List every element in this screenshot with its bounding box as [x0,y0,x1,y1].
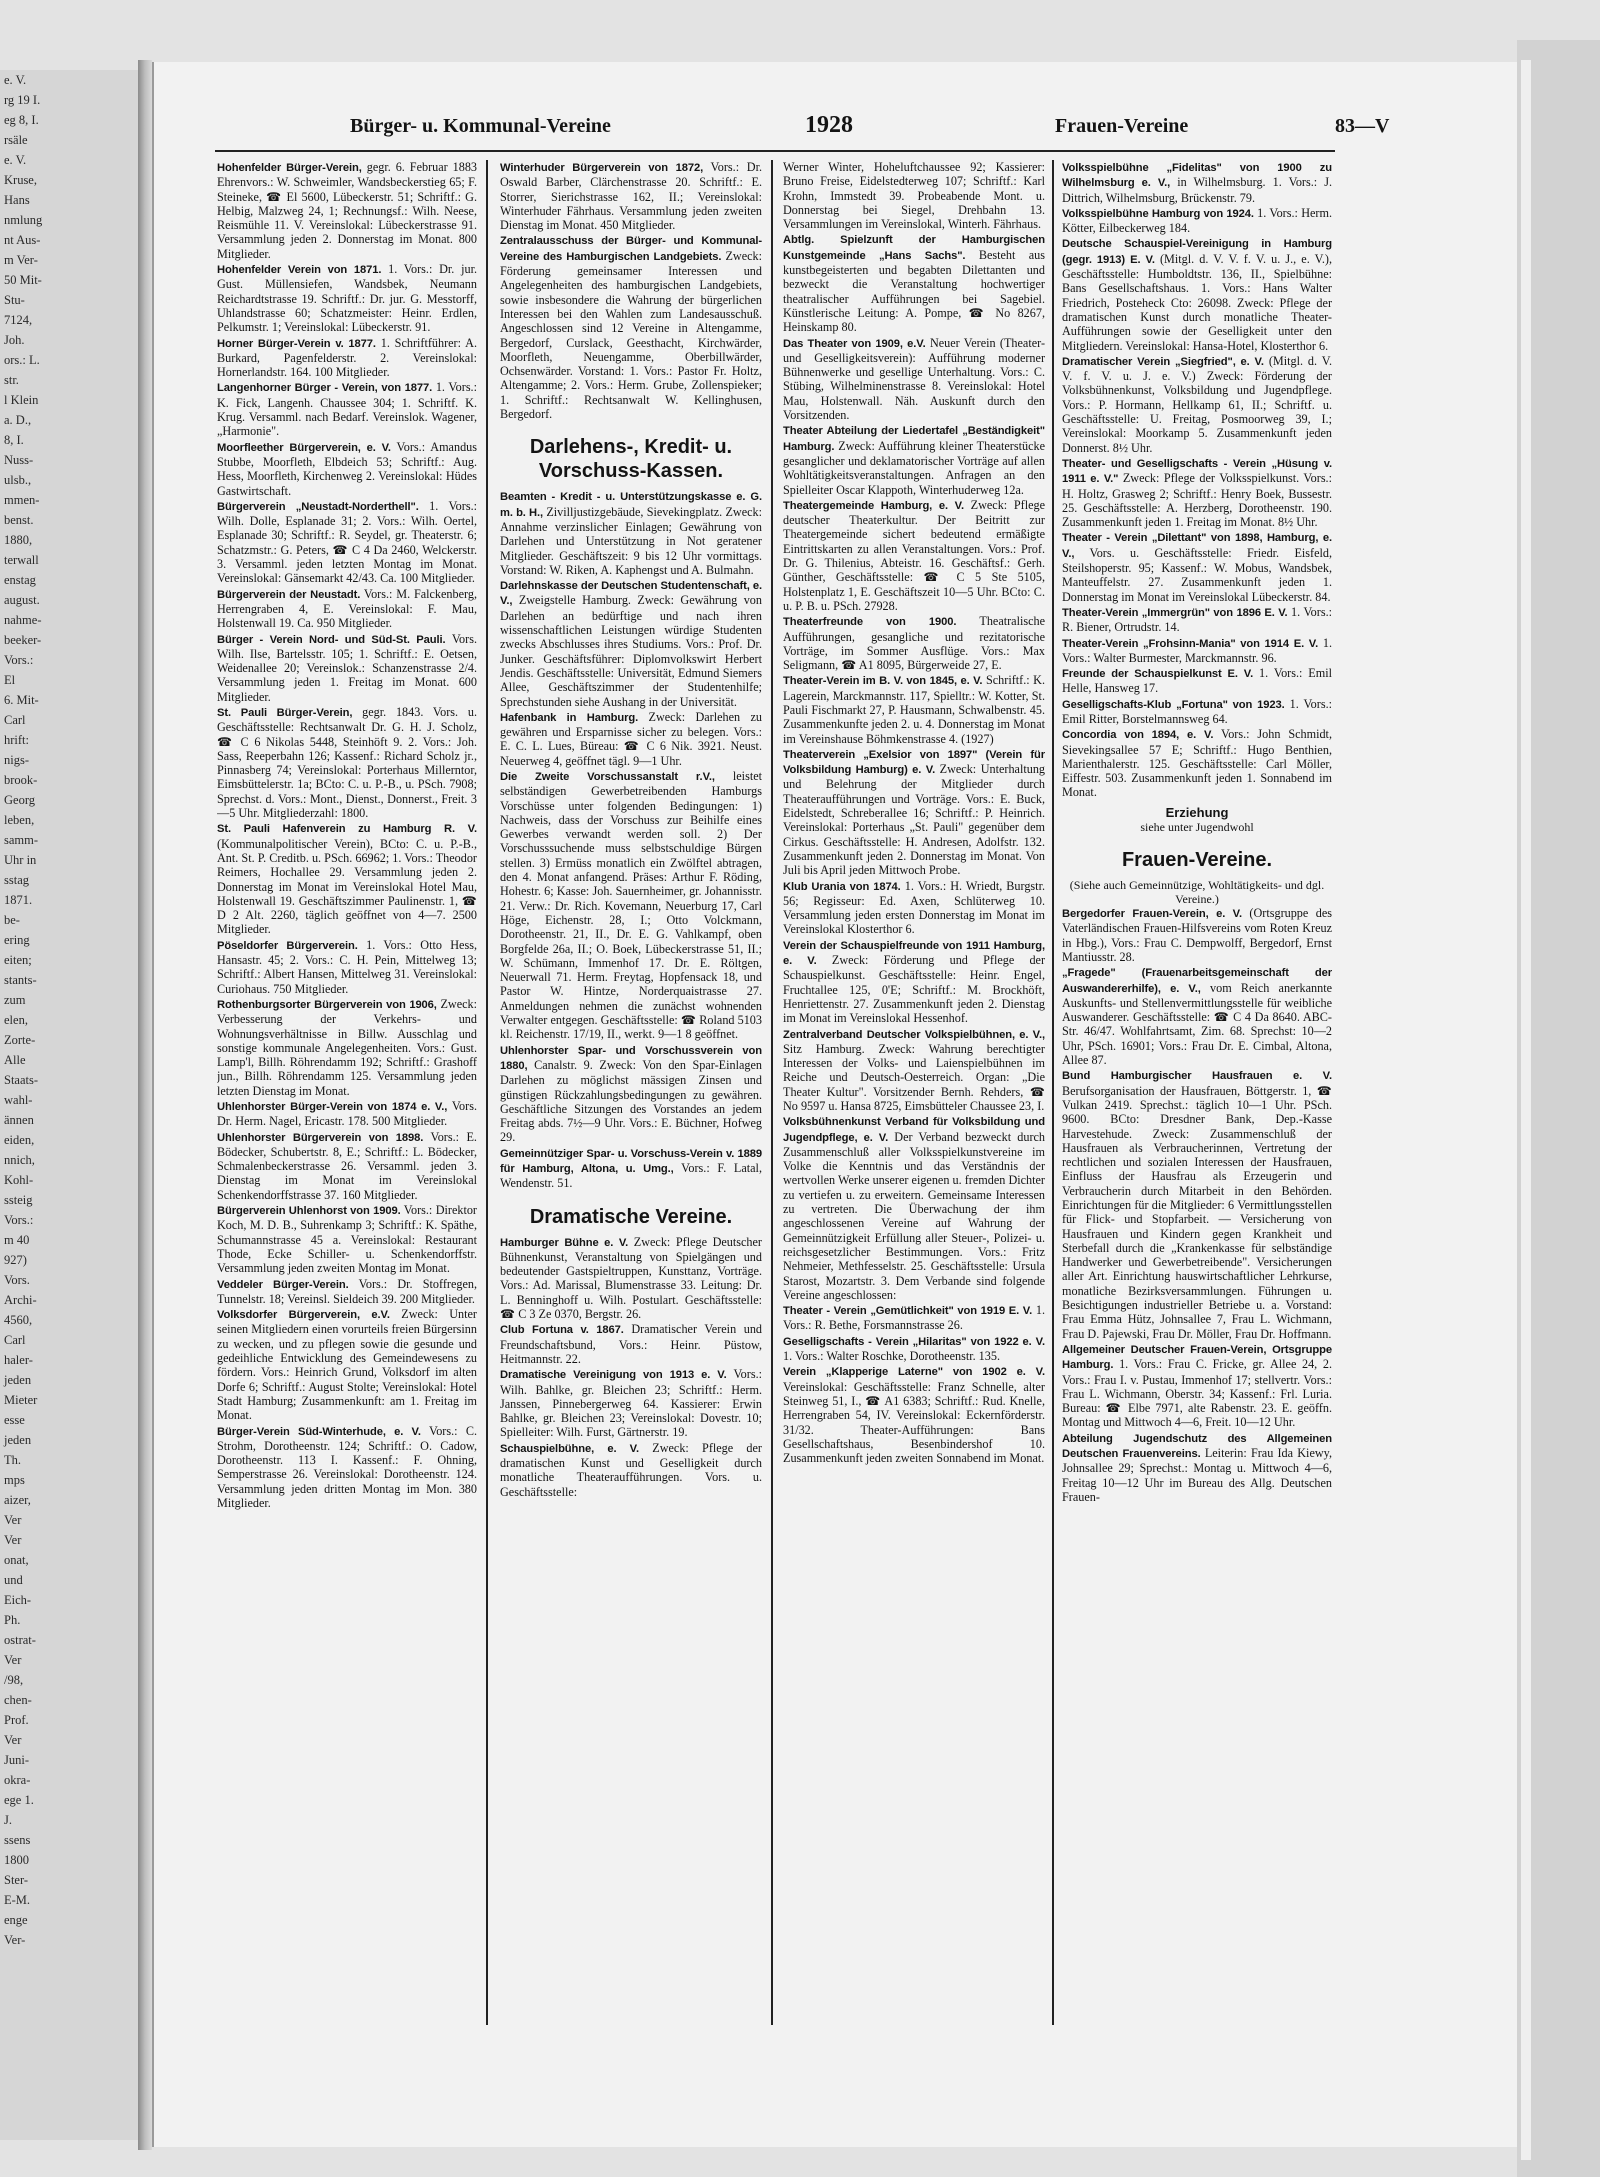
left-fragment-line: Kohl- [4,1173,34,1187]
directory-entry [783,614,1045,672]
entry-title: Allgemeiner Deutscher Frauen-Verein, Ortsgruppe Hamburg. [1062,1343,1332,1372]
entry-body: (Ortsgruppe des Vaterländischen Frauen-Hilfsvereins vom Roten Kreuz in Hbg.), Vors.: Frau C. Dempwolff, Bergedorf, Ernst Mantiusstr. 28. [1062,906,1332,964]
directory-entry [1062,456,1332,529]
directory-entry [217,705,477,820]
left-fragment-line: Kruse, [4,173,37,187]
left-fragment-line: str. [4,373,19,387]
left-fragment-line: nt Aus- [4,233,41,247]
left-fragment-line: Ver [4,1733,22,1747]
text-column-3 [783,160,1045,2025]
header-page-number: 83—V [1335,115,1390,137]
left-fragment-line: 1800 [4,1853,29,1867]
directory-entry [217,632,477,704]
entry-title: Freunde der Schauspielkunst E. V. [1062,668,1254,681]
entry-body: Sitz Hamburg. Zweck: Wahrung berechtigter Interessen der Volks- und Laienspielbühnen im Reiche und Deutsch-Oesterreich. Organ: „Die Theater Kultur". Vorsitzender Bernh. Rehders, ☎ No 9597 u. Hansa 8725, Eimsbütteler Chaussee 23, I. [783,1041,1045,1113]
entry-body: Schriftf.: K. Lagerein, Marckmannstr. 117, Spielltr.: W. Kotter, St. Pauli Fischmarkt 27, P. Hausmann, Schwalbenstr. 45. Zusammenkunfte jeden 2. u. 4. Donnerstag im Monat im Vereinshause Böhmkenstrasse 4. (1927) [783,673,1045,746]
directory-entry [500,1367,762,1439]
entry-title: Rothenburgsorter Bürgerverein von 1906, [217,998,437,1011]
left-fragment-line: Stu- [4,293,25,307]
entry-body: 1. Vors.: Emil Ritter, Borstelmannsweg 64. [1062,696,1332,726]
entry-body: 1. Vors.: Wilh. Dolle, Esplanade 31; 2. Vors.: Wilh. Oertel, Esplanade 30; Schriftf.: R. Seydel, gr. Theaterstr. 6; Schatzmstr.: G. Peters, ☎ C 4 Da 2460, Welckerstr. 3. Versamml. jeden letzten Montag im Monat. Vereinslokal: Gänsemarkt 42/43. Ca. 100 Mitglieder. [217,498,477,586]
left-fragment-line: Carl [4,1333,26,1347]
left-fragment-line: und [4,1573,23,1587]
directory-entry [783,1303,1045,1333]
entry-body: Zivilljustizgebäude, Sievekingplatz. Zweck: Annahme verzinslicher Einlagen; Gewährung von Darlehen und Unterstützung in Not geratener Mitglieder. Geschäftszeit: 9 bis 12 Uhr vormittags. Vorstand: W. Riken, A. Kaphengst und A. Bulmahn. [500,504,762,577]
entry-title: Abteilung Jugendschutz des Allgemeinen Deutschen Frauenvereins. [1062,1432,1332,1461]
left-fragment-line: rg 19 I. [4,93,41,107]
left-fragment-line: stants- [4,973,37,987]
entry-body: (Kommunalpolitischer Verein), BCto: C. u. P.-B., Ant. St. P. Creditb. u. PSch. 66962; 1. Vors.: Theodor Reimers, Hochallee 29. Versammlung jeden 2. Donnerstag im Monat im Vereinslokal Hotel Mau, Holstenwall 19. Geschäftszimmer Paulinenstr. 1, ☎ D 2 Alt. 2260, täglich geöffnet von 4—7. 2500 Mitglieder. [217,836,477,937]
directory-entry [500,233,762,421]
directory-entry [217,1277,477,1307]
left-fragment-line: /98, [4,1673,24,1687]
directory-entry [1062,236,1332,352]
entry-body: 1. Vors.: K. Fick, Langenh. Chaussee 304; 1. Schriftf. K. Krug. Versamml. nach Bedarf. Vereinslok. Wagener, „Harmonie". [217,380,477,439]
directory-entry [1062,530,1332,603]
left-fragment-line: ors.: L. [4,353,40,367]
header-year: 1928 [805,112,853,138]
entry-title: Bergedorfer Frauen-Verein, e. V. [1062,908,1242,921]
left-fragment-line: Nuss- [4,453,34,467]
left-fragment-line: haler- [4,1353,33,1367]
directory-entry [783,938,1045,1026]
section-heading: Dramatische Vereine. [529,1205,733,1228]
directory-entry [217,587,477,631]
left-fragment-line: 1880, [4,533,33,547]
entry-title: Moorfleether Bürgerverein, e. V. [217,441,391,454]
entry-body: Vors.: John Schmidt, Sievekingsallee 57 E; Schriftf.: Hugo Benthien, Marienthalerstr. 125. Geschäftsstelle: Carl Möller, Eiffestr. 503. Zusammenkunft jeden 1. Sonnabend im Monat. [1062,727,1332,800]
left-fragment-line: m 40 [4,1233,30,1247]
entry-body: 1. Vors.: Walter Burmester, Marckmannstr. 96. [1062,635,1332,665]
left-fragment-line: 4560, [4,1313,33,1327]
directory-entry [783,1027,1045,1114]
directory-entry [217,336,477,380]
directory-entry [500,489,762,577]
left-fragment-line: ssteig [4,1193,33,1207]
directory-entry [217,1130,477,1202]
left-fragment-line: benst. [4,513,34,527]
left-fragment-line: sstag [4,873,29,887]
left-fragment-line: 1871. [4,893,33,907]
entry-body: (Mitgl. d. V. V. f. V. u. J., e. V.), Geschäftsstelle: Humboldtstr. 136, II., Spielbühne: Bans Gesellschaftshaus. 1. Vors.: Hans Walter Friedrich, Posteheck Cto: 26098. Zweck: Pflege der dramatischen Kunst durch monatliche Theater-Aufführungen sowie der Geselligkeit unter den Mitgliedern. Vereinslokal: Hansa-Hotel, Klosterthor 6. [1062,251,1332,353]
entry-body: Vors.: E. Bödecker, Schubertstr. 8, E.; Schriftf.: L. Bödecker, Schmalenbeckerstrasse 26. Versamml. jeden 3. Dienstag im Monat im Vereinslokal Schenkendorffstrasse 37. 160 Mitglieder. [217,1129,477,1202]
left-fragment-line: enge [4,1913,28,1927]
entry-title: Beamten - Kredit - u. Unterstützungskasse e. G. m. b. H., [500,491,762,519]
left-fragment-line: 8, I. [4,433,24,447]
entry-body: Vors.: Amandus Stubbe, Moorfleth, Elbdeich 53; Schriftf.: Aug. Hess, Moorfleth, Kirchenweg 2. Vereinslokal: Hüdes Gastwirtschaft. [217,439,477,498]
entry-title: Theater - Verein „Gemütlichkeit" von 1919 E. V. [783,1305,1033,1318]
entry-title: Theater - Verein „Dilettant" von 1898, Hamburg, e. V., [1062,532,1332,560]
left-fragment-line: wahl- [4,1093,33,1107]
entry-title: Hohenfelder Verein von 1871. [217,264,382,277]
column-divider-3 [1052,160,1054,2025]
entry-body: 1. Vors.: Walter Roschke, Dorotheenstr. 135. [783,1349,1001,1364]
entry-title: Bürger-Verein Süd-Winterhude, e. V. [217,1425,421,1438]
entry-body: Zweck: Darlehen zu gewähren und Ersparnisse sicher zu belegen. Vors.: E. C. L. Lues, Büreau: ☎ C 6 Nik. 3921. Neust. Neuerweg 4, geöffnet tägl. 9—1 Uhr. [500,709,762,768]
entry-body: Zweck: Förderung gemeinsamer Interessen und Angelegenheiten des hamburgischen Landgebiets, sowie insbesondere die Wahrung der bürgerlichen Interessen bei den Wahlen zum Landesausschuß. Angeschlossen sind 12 Vereine in Altengamme, Bergedorf, Curslack, Geesthacht, Kirchwärder, Moorfleth, Neuengamme, Oberbillwärder, Ochsenwärder. Vorstand: 1. Vors.: Pastor Fr. Holtz, Altengamme; 2. Vors.: Herm. Grube, Zollenspieker; 1. Schriftf.: Rechtsanwalt W. Kellinghusen, Bergedorf. [500,248,762,422]
left-fragment-line: J. [4,1813,12,1827]
text-column-1 [217,160,477,2025]
left-fragment-line: ulsb., [4,473,32,487]
entry-title: Hohenfelder Bürger-Verein, [217,162,362,174]
entry-title: Geselligschafts - Verein „Hilaritas" von 1922 e. V. [783,1335,1045,1348]
entry-body: Theatralische Aufführungen, gesangliche und rezitatorische Vorträge, im Sommer Ausflüge. Vors.: Max Seligmann, ☎ A1 8095, Bürgerweide 27, E. [783,614,1045,673]
entry-body: in Wilhelmsburg. 1. Vors.: J. Dittrich, Wilhelmsburg, Brückenstr. 79. [1062,175,1332,205]
entry-body: Werner Winter, Hoheluftchaussee 92; Kassierer: Bruno Freise, Eidelstedterweg 107; Schriftf.: Karl Krohn, Immstedt 39. Probeabende Mont. u. Donnerstag bei Siegel, Drehbahn 13. Versammlungen im Vereinslokal, Winterh. Fährhaus. [783,160,1045,232]
left-fragment-line: brook- [4,773,38,787]
entry-body: 1. Vors.: Emil Helle, Hansweg 17. [1062,666,1332,696]
entry-title: Theatergemeinde Hamburg, e. V. [783,499,964,512]
left-fragment-line: Archi- [4,1293,37,1307]
entry-body: Vors. Dr. Herm. Nagel, Ericastr. 178. 500 Mitglieder. [217,1099,477,1129]
entry-title: Darlehnskasse der Deutschen Studentenschaft, e. V., [500,580,762,608]
directory-entry [783,160,1045,231]
directory-entry [783,232,1045,334]
directory-entry [783,673,1045,745]
entry-title: Pöseldorfer Bürgerverein. [217,939,358,952]
section-heading: Darlehens-, Kredit- u. Vorschuss-Kassen. [529,436,733,483]
directory-entry [217,380,477,438]
entry-body: Vors.: Direktor Koch, M. D. B., Suhrenkamp 3; Schriftf.: K. Späthe, Schumannstrasse 45 a. Vereinslokal: Restaurant Thode, Ecke Schiller- u. Schenkendorffstr. Versammlung jeden zweiten Montag im Monat. [217,1203,477,1276]
entry-body: Zweck: Verbesserung der Verkehrs- und Wohnungsverhältnisse in Billw. Ausschlag und sonstige kommunale Angelegenheiten. Vors.: Gust. Lamp'l, Billh. Röhrendamm 192; Schriftf.: Grashoff jun., Billh. Röhrendamm 125. Versammlung jeden letzten Dienstag im Monat. [217,996,477,1098]
entry-title: Abtlg. Spielzunft der Hamburgischen Kunstgemeinde „Hans Sachs". [783,234,1045,262]
left-fragment-line: 7124, [4,313,33,327]
column-divider-1 [486,160,488,2025]
left-fragment-line: nahme- [4,613,42,627]
left-fragment-line: august. [4,593,40,607]
directory-entry [217,997,477,1098]
left-fragment-line: Ster- [4,1873,29,1887]
left-fragment-line: eiten; [4,953,32,967]
header-rule [215,150,1335,152]
entry-title: Das Theater von 1909, e.V. [783,337,926,350]
directory-entry [500,578,762,709]
left-fragment-line: l Klein [4,393,39,407]
column-divider-2 [771,160,773,2025]
left-fragment-line: onat, [4,1553,29,1567]
directory-entry [500,160,762,232]
left-fragment-line: Uhr in [4,853,37,867]
header-section-right: Frauen-Vereine [1055,115,1189,137]
left-fragment-line: Vors.: [4,1213,34,1227]
left-fragment-line: mps [4,1473,25,1487]
entry-title: Volksbühnenkunst Verband für Volksbildung und Jugendpflege, e. V. [783,1116,1045,1144]
left-page-fragment [0,70,138,2140]
entry-title: Uhlenhorster Bürger-Verein von 1874 e. V., [217,1101,448,1113]
left-fragment-line: Georg [4,793,36,807]
directory-entry [783,498,1045,613]
entry-body: Zweck: Unterhaltung und Belehrung der Mitglieder durch Theateraufführungen und Vorträge. Vors.: E. Buck, Eidelstedt, Schreberallee 16; Schriftf.: P. Heinrich. Vereinslokal: Porterhaus „St. Pauli" gegenüber dem Cirkus. Geschäftsstelle: H. Andresen, Adolfstr. 132. Zusammenkunft jeden 2. Donnerstag im Monat. Von Juli bis April jeden Mittwoch Probe. [783,762,1045,878]
entry-body: Vors.: F. Latal, Wendenstr. 51. [500,1161,762,1191]
entry-body: Zweck: Aufführung kleiner Theaterstücke gesanglicher und deklamatorischer Vorträge auf allen Wohltätigkeitsveranstaltungen. Anfragen an den Spielleiter Oscar Klappoth, Winterhuderweg 12a. [783,438,1045,497]
text-column-2 [500,160,762,2025]
header-section-left: Bürger- u. Kommunal-Vereine [350,115,611,137]
directory-entry [500,1322,762,1366]
entry-body: Zweck: Unter seinen Mitgliedern einen vorurteils freien Bürgersinn zu wecken, und zu pflegen sowie die gesunde und gedeihliche Entwicklung des Gemeindewesens zu fördern. Vors.: Heinrich Grund, Volksdorf im alten Dorfe 6; Schriftf.: August Stolte; Vereinslokal: Hotel Stadt Hamburg; Zusammenkunft: am 1. Freitag im Monat. [217,1307,477,1423]
entry-title: St. Pauli Hafenverein zu Hamburg R. V. [217,823,477,836]
cross-reference-note: siehe unter Jugendwohl [1140,820,1254,835]
directory-entry [783,747,1045,878]
entry-title: Theater-Verein „Frohsinn-Mania" von 1914 E. V. [1062,637,1319,650]
entry-title: Horner Bürger-Verein v. 1877. [217,337,376,350]
directory-entry [500,1146,762,1191]
entry-body: Vors. Wilh. Ilse, Bartelsstr. 105; 1. Schriftf.: E. Oetsen, Weidenallee 20; Vereinslok.: Schanzenstrasse 2/4. Versammlung jeden 1. Freitag im Monat. 600 Mitglieder. [217,631,477,704]
left-fragment-line: Ver [4,1653,22,1667]
left-fragment-line: hrift: [4,733,29,747]
left-fragment-line: El [4,673,16,687]
left-fragment-line: Joh. [4,333,25,347]
entry-title: Uhlenhorster Spar- und Vorschussverein von 1880, [500,1044,762,1072]
entry-title: Zentralverband Deutscher Volkspielbühnen, e. V., [783,1028,1045,1041]
left-fragment-line: ege 1. [4,1793,34,1807]
left-fragment-line: 6. Mit- [4,693,39,707]
entry-body: Besteht aus kunstbegeisterten und begabten Dilettanten und bezweckt die Veranstaltung hochwertiger theatralischer Aufführungen bei Sagebiel. Künstlerische Leitung: A. Pompe, ☎ No 8267, Heinskamp 80. [783,247,1045,335]
left-fragment-line: 50 Mit- [4,273,42,287]
entry-title: Veddeler Bürger-Verein. [217,1278,349,1291]
left-fragment-line: ssens [4,1833,31,1847]
directory-entry [783,1114,1045,1302]
entry-body: gegr. 1843. Vors. u. Geschäftsstelle: Rechtsanwalt Dr. G. H. J. Scholz, ☎ C 6 Nikolas 5448, Steinhöft 9. 2. Vors.: Joh. Sass, Reeperbahn 126; Kassenf.: Richard Scholz jr., Pinnasberg 74; Vereinslokal: Porterhaus Millerntor, Eimsbüttelerstr. 1a; BCto: C. u. P.-B., u. PSch. 7908; Sprechst. d. Vors.: Mont., Dienst., Donnerst., Freit. 3—5 Uhr. Mitgliederzahl: 1800. [217,704,477,821]
entry-body: Berufsorganisation der Hausfrauen, Böttgerstr. 1, ☎ Vulkan 2419. Sprechst.: täglich 10—1 Uhr. PSch. 9600. BCto: Dresdner Bank, Dep.-Kasse Harvestehude. Zweck: Zusammenschluß der Hausfrauen als Verbraucherinnen, Vertretung der rechtlichen und sozialen Interessen der Hausfrauen, Einfluss der Hausfrau als Erzeugerin und Verbraucherin durch Mitarbeit in den Behörden. Einrichtungen für die Mitglieder: 6 Vermittlungsstellen für Flick- und Stopfarbeit. — Versicherung von Hausfrauen und Kindern gegen Krankheit und Sterbefall durch die „Krankenkasse für selbständige Handwerker und Gewerbetreibende". Versicherungen aller Art. Einrichtung hauswirtschaftlicher Lehrkurse, monatliche Bezirksversammlungen. Führungen u. Besichtigungen industrieller Betriebe u. a. Vorstand: Frau Emma Hütz, Johnsallee 7, Frau L. Wichmann, Frau D. Pajewski, Frau Dr. Möller, Frau Dr. Hoffmann. [1062,1083,1332,1341]
directory-entry [1062,636,1332,666]
left-fragment-line: Ver [4,1513,22,1527]
entry-title: Bürgerverein der Neustadt. [217,588,361,601]
entry-title: Verein „Klapperige Laterne" von 1902 e. V. [783,1366,1045,1379]
left-fragment-line: esse [4,1413,25,1427]
left-fragment-line: 927) [4,1253,27,1267]
left-fragment-line: Vors.: [4,653,34,667]
left-fragment-line: aizer, [4,1493,31,1507]
entry-title: Die Zweite Vorschussanstalt r.V., [500,770,715,783]
directory-entry [217,938,477,996]
section-heading: Frauen-Vereine. [1121,849,1273,872]
directory-entry [1062,965,1332,1067]
entry-title: Volksdorfer Bürgerverein, e.V. [217,1309,390,1322]
entry-title: Geselligschafts-Klub „Fortuna" von 1923. [1062,698,1285,711]
directory-entry [500,1235,762,1322]
entry-title: Theaterfreunde von 1900. [783,616,957,629]
directory-entry [1062,354,1332,455]
entry-title: St. Pauli Bürger-Verein, [217,706,353,719]
directory-entry [217,821,477,936]
directory-entry [1062,160,1332,205]
entry-title: „Fragede" (Frauenarbeitsgemeinschaft der Auswandererhilfe), e. V., [1062,967,1332,995]
section-note: (Siehe auch Gemeinnützige, Wohltätigkeits- und dgl. Vereine.) [1069,878,1325,907]
entry-body: (Mitgl. d. V. V. f. V. u. J. e. V.) Zweck: Förderung der Volksbühnenkunst, Volksbildung und Jugendpflege. Vors.: P. Hormann, Hellkamp 61, II.; Schriftf. u. Geschäftsstelle: U. Freitag, Posmoorweg 39, I.; Vereinslokal: Moorkamp 5. Zusammenkunft jeden Donnerst. 8½ Uhr. [1062,353,1332,455]
directory-entry [783,879,1045,937]
text-column-4 [1062,160,1332,2025]
entry-body: 1. Vors.: H. Wriedt, Burgstr. 56; Regisseur: Ed. Axen, Schlüterweg 10. Versammlung jeden ersten Donnerstag im Monat im Vereinslokal Klosterthor 6. [783,878,1045,937]
left-fragment-line: Carl [4,713,26,727]
directory-entry [1062,727,1332,799]
entry-title: Theater Abteilung der Liedertafel „Beständigkeit" Hamburg. [783,425,1045,453]
entry-body: 1. Vors.: R. Biener, Ortrudstr. 14. [1062,604,1332,635]
entry-title: Dramatische Vereinigung von 1913 e. V. [500,1369,727,1382]
entry-body: Leiterin: Frau Ida Kiewy, Johnsallee 29; Sprechst.: Montag u. Mittwoch 4—6, Freitag 10—12 Uhr im Bureau des Allg. Deutschen Frauen- [1062,1446,1332,1504]
left-fragment-line: eiden, [4,1133,35,1147]
left-fragment-line: Eich- [4,1593,32,1607]
entry-title: Deutsche Schauspiel-Vereinigung in Hamburg (gegr. 1913) E. V. [1062,238,1332,266]
entry-body: 1. Vors.: R. Bethe, Forsmannstrasse 26. [783,1303,1045,1333]
entry-body: Vors.: Dr. Oswald Barber, Clärchenstrasse 20. Schriftf.: E. Storrer, Sierichstrasse 162, II.; Vereinslokal: Winterhuder Fährhaus. Versammlung jeden zweiten Dienstag im Monat. 450 Mitglieder. [500,160,762,233]
left-fragment-line: jeden [4,1433,32,1447]
entry-body: leistet selbständigen Gewerbetreibenden Hamburgs Vorschüsse unter folgenden Bedingungen: 1) Nachweis, dass der Vorschuss zur Beihilfe eines Gewerbes verwandt werden soll. 2) Der Vorschusssuchende muss selbstschuldige Bürgen stellen. 3) Ermüss monatlich ein Zwölftel abtragen, den 4. Monat anfangend. Präses: Arthur F. Röding, Hohestr. 6; Kasse: Joh. Sauernheimer, gr. Johannisstr. 21. Verw.: Dr. Rich. Kovemann, Neuerburg 17, Carl Höge, Eichenstr. 28, I.; Otto Volckmann, Dorotheenstr. 21, II., Dr. E. G. Vahlkampf, oben Borgfelde 26a, II.; O. Boek, Lübeckerstrasse 51, II.; W. Schümann, Immenhof 17. Dr. E. Röltgen, Neuerwall 71. Herm. Freytag, Hopfensack 18, und Pastor W. Hintze, Norderquaistrasse 27. Anmeldungen nehmen die zunächst wohnenden Verwalter entgegen. Geschäftsstelle: ☎ Roland 5103 kl. Reichenstr. 17/19, II., werkt. 9—1 8 geöffnet. [500,768,762,1042]
entry-body: Vors. u. Geschäftsstelle: Friedr. Eisfeld, Steilshoperstr. 95; Kassenf.: W. Mobus, Wandsbek, Manteuffelstr. 27. Zusammenkunft jeden 1. Donnerstag im Monat im Vereinslokal Lübeckerstr. 84. [1062,545,1332,604]
left-fragment-line: okra- [4,1773,31,1787]
entry-title: Winterhuder Bürgerverein von 1872, [500,162,704,174]
left-fragment-line: Th. [4,1453,22,1467]
directory-entry [500,710,762,768]
right-page-edge [1517,40,1600,2177]
entry-body: Vors.: C. Strohm, Dorotheenstr. 124; Schriftf.: O. Cadow, Dorotheenstr. 113 I. Kassenf.: F. Ohning, Semperstrasse 26. Vereinslokal: Dorotheenstr. 124. Versammlung jeden dritten Montag im Mon. 380 Mitglieder. [217,1423,477,1511]
entry-body: Dramatischer Verein und Freundschaftsbund, Vors.: Heinr. Püstow, Heitmannstr. 22. [500,1322,762,1366]
left-fragment-line: eg 8, I. [4,113,39,127]
entry-title: Theater-Verein im B. V. von 1845, e. V. [783,675,983,688]
book-binding [138,60,152,2150]
entry-body: 1. Vors.: Dr. jur. Gust. Müllensiefen, Wandsbek, Neumann Reichardtstrasse 19. Schriftf.: Dr. jur. G. Messtorff, Uhlandstrasse 60; Schatzmeister: Heinr. Erdlen, Pelkumstr. 1; Vereinslokal: Lübeckerstr. 91. [217,262,477,335]
left-fragment-line: Ph. [4,1613,21,1627]
entry-body: Vors.: Wilh. Bahlke, gr. Bleichen 23; Schriftf.: Herm. Janssen, Pinnebergerweg 64. Kassierer: Erwin Bahlke, gr. Bleichen 23; Vereinslokal: Dovestr. 10; Spielleiter: Wilh. Furst, Gärtnerstr. 19. [500,1367,762,1440]
left-fragment-line: rsäle [4,133,28,147]
entry-body: Zweck: Pflege deutscher Theaterkultur. Der Beitritt zur Theatergemeinde sichert bedeutend ermäßigte Eintrittskarten zu allen Veranstaltungen. Vors.: Prof. Dr. G. Thilenius, Abteistr. 16. Geschäftsf.: Gerh. Günther, Geschäftsstelle: ☎ C 5 Ste 5105, Holstenplatz 1, E. Geschäftszeit 10—5 Uhr. BCto: C. u. P. B. u. PSch. 27928. [783,497,1045,613]
left-fragment-line: m Ver- [4,253,38,267]
entry-title: Bürgerverein „Neustadt-Norderthell". [217,500,419,513]
directory-entry [1062,1068,1332,1341]
left-fragment-line: elen, [4,1013,28,1027]
directory-entry [783,336,1045,423]
entry-title: Theater-Verein „Immergrün" von 1896 E. V. [1062,606,1288,619]
directory-entry [783,1364,1045,1465]
entry-title: Club Fortuna v. 1867. [500,1324,624,1337]
directory-entry [500,1043,762,1145]
left-fragment-line: nnich, [4,1153,35,1167]
left-fragment-line: e. V. [4,153,27,167]
entry-body: 1. Vors.: Otto Hess, Hansastr. 45; 2. Vors.: C. H. Pein, Mittelweg 13; Schriftf.: Albert Hansen, Mittelweg 31. Vereinslokal: Curiohaus. 750 Mitglieder. [217,937,477,996]
left-fragment-line: zum [4,993,26,1007]
entry-title: Bürgerverein Uhlenhorst von 1909. [217,1205,401,1218]
entry-body: Zweck: Förderung und Pflege der Schauspielkunst. Geschäftsstelle: Heinr. Engel, Fruchtallee 125, 0'E; Schriftf.: M. Brockhöft, Henriettenstr. 27. Zusammenkunft jeden 2. Dienstag im Monat im Vereinslokal Hessenhof. [783,953,1045,1026]
entry-title: Hafenbank in Hamburg. [500,711,639,724]
left-fragment-line: enstag [4,573,36,587]
entry-title: Dramatischer Verein „Siegfried", e. V. [1062,355,1264,368]
entry-body: 1. Vors.: Herm. Kötter, Eilbeckerweg 184. [1062,205,1332,236]
left-fragment-line: samm- [4,833,39,847]
entry-body: Der Verband bezweckt durch Zusammenschluß aller Volksspielkunstvereine im Volke die Kenntnis und das Verständnis der wertvollen Werke unserer eigenen u. fremden Dichter zu vertiefen u. zu erweitern. Gemeinsame Interessen zu vertreten. Die Überwachung der ihm angeschlossenen Vereine auf Wahrung der Gemeinnützigkeit Erfüllung aller Steuer-, Polizei- u. reichsgesetzlicher Bestimmungen. Vors.: Fritz Nehmeier, Methfesselstr. 25. Geschäftsstelle: Ursula Starost, Mozartstr. 3. Dem Verbande sind folgende Vereine angeschlossen: [783,1129,1045,1302]
left-fragment-line: ering [4,933,30,947]
directory-entry [1062,666,1332,696]
directory-entry [217,440,477,498]
entry-title: Uhlenhorster Bürgerverein von 1898. [217,1131,424,1144]
subsection-heading: Erziehung [1165,804,1229,820]
entry-body: Zweck: Pflege der dramatischen Kunst und Geselligkeit durch monatliche Theateraufführungen. Vors. u. Geschäftsstelle: [500,1440,762,1499]
entry-title: Volksspielbühne „Fidelitas" von 1900 zu Wilhelmsburg e. V., [1062,162,1332,190]
entry-body: Zweigstelle Hamburg. Zweck: Gewährung von Darlehen an bedürftige und nach ihren wissenschaftlichen Leistungen würdige Studenten zwecks Abschlusses ihres Studiums. Vors.: Prof. Dr. Junker. Geschäftsführer: Diplomvolkswirt Herbert Jendis. Geschäftsstelle: Universität, Edmund Siemers Allee, Geschäftszimmer der Studentenhilfe; Sprechstunden siehe Aushang in der Universität. [500,593,762,709]
directory-entry [1062,206,1332,236]
left-fragment-line: Hans [4,193,30,207]
directory-entry [217,262,477,334]
entry-body: Vors.: M. Falckenberg, Herrengraben 4, E. Vereinslokal: F. Mau, Holstenwall 19. Ca. 950 Mitglieder. [217,586,477,631]
entry-title: Bund Hamburgischer Hausfrauen e. V. [1062,1070,1332,1083]
left-page-text [0,70,138,1950]
left-fragment-line: ännen [4,1113,34,1127]
left-fragment-line: Mieter [4,1393,38,1407]
entry-title: Schauspielbühne, e. V. [500,1442,640,1455]
directory-entry [217,160,477,261]
left-fragment-line: jeden [4,1373,32,1387]
entry-title: Volksspielbühne Hamburg von 1924. [1062,207,1254,220]
directory-entry [783,423,1045,496]
directory-entry [783,1334,1045,1364]
entry-body: Zweck: Pflege Deutscher Bühnenkunst, Veranstaltung von Spielgängen und bedeutender Gastspieltruppen, Kunsttanz, Vorträge. Vors.: Ad. Marissal, Blumenstrasse 33. Leitung: Dr. L. Benninghoff u. Wilh. Postulart. Geschäftsstelle: ☎ C 3 Ze 0370, Bergstr. 26. [500,1234,762,1322]
entry-title: Verein der Schauspielfreunde von 1911 Hamburg, e. V. [783,939,1045,968]
left-fragment-line: ostrat- [4,1633,36,1647]
entry-title: Zentralausschuss der Bürger- und Kommunal-Vereine des Hamburgischen Landgebiets. [500,235,762,263]
left-fragment-line: Ver- [4,1933,26,1947]
entry-body: Vors.: Dr. Stoffregen, Tunnelstr. 18; Vereinsl. Sieldeich 39. 200 Mitglieder. [217,1276,477,1306]
entry-title: Klub Urania von 1874. [783,880,901,893]
entry-body: Vereinslokal: Geschäftsstelle: Franz Schnelle, alter Steinweg 51, I., ☎ A1 6383; Schriftf.: Rud. Knelle, Herrengraben 54, IV. Vereinslokal: Eckernförderstr. 31/32. Theater-Aufführungen: Bans Gesellschaftshaus, Besenbindershof 10. Zusammenkunft jeden zweiten Sonnabend im Monat. [783,1379,1045,1466]
left-fragment-line: Zorte- [4,1033,36,1047]
directory-entry [217,1203,477,1275]
left-fragment-line: terwall [4,553,39,567]
entry-body: gegr. 6. Februar 1883 Ehrenvors.: W. Schweimler, Wandsbeckerstieg 65; F. Steineke, ☎ El 5600, Lübeckerstr. 51; Schriftf.: G. Helbig, Malzweg 24, 1; Rechnungsf.: Wilh. Neese, Reismühle 11. V. Vereinslokal: Lübeckerstrasse 91. Versammlung jeden 2. Donnerstag im Monat. 800 Mitglieder. [217,160,477,261]
entry-title: Gemeinnütziger Spar- u. Vorschuss-Verein v. 1889 für Hamburg, Altona, u. Umg., [500,1147,762,1175]
directory-entry [217,1424,477,1511]
entry-body: vom Reich anerkannte Auskunfts- und Stellenvermittlungsstelle für weibliche Auswanderer. Geschäftsstelle: ☎ C 4 Da 8640. ABC-Str. 46/47. Wohlfahrtsamt, Zim. 68. Sprechst: 10—2 Uhr, PSch. 16901; Vors.: Frau Dr. E. Cimbal, Altona, Allee 87. [1062,980,1332,1068]
directory-entry [217,1099,477,1129]
directory-entry [1062,906,1332,964]
left-fragment-line: e. V. [4,73,27,87]
entry-title: Langenhorner Bürger - Verein, von 1877. [217,382,433,395]
entry-body: Zweck: Pflege der Volksspielkunst. Vors.: H. Holtz, Grasweg 2; Schriftf.: Henry Boek, Bussestr. 25. Geschäftsstelle: A. Herzberg, Dorotheenstr. 190. Zusammenkunft jeden 1. Freitag im Monat. 8½ Uhr. [1062,471,1332,530]
directory-entry [500,769,762,1042]
directory-entry [1062,697,1332,727]
directory-entry [1062,1431,1332,1504]
left-fragment-line: Juni- [4,1753,29,1767]
left-fragment-line: Ver [4,1533,22,1547]
entry-body: Canalstr. 9. Zweck: Von den Spar-Einlagen Darlehen zu möglichst mässigen Zinsen und günstigen Rückzahlungsbedingungen zu gewähren. Geschäftliche Sitzungen des Vorstandes an jedem Freitag abds. 7½—9 Uhr. Vors.: E. Büchner, Hofweg 29. [500,1057,762,1145]
left-fragment-line: mmen- [4,493,40,507]
directory-entry [500,1441,762,1499]
left-fragment-line: leben, [4,813,35,827]
entry-title: Bürger - Verein Nord- und Süd-St. Pauli. [217,633,446,646]
entry-title: Theater- und Geselligschafts - Verein „Hüsung v. 1911 e. V." [1062,457,1332,486]
left-fragment-line: chen- [4,1693,32,1707]
running-header [350,112,1400,145]
directory-entry [1062,1342,1332,1430]
left-fragment-line: Alle [4,1053,26,1067]
entry-title: Hamburger Bühne e. V. [500,1236,629,1249]
left-fragment-line: Prof. [4,1713,29,1727]
entry-body: 1. Schriftführer: A. Burkard, Pagenfelderstr. 2. Vereinslokal: Hornerlandstr. 164. 100 Mitglieder. [217,335,477,380]
left-fragment-line: Vors. [4,1273,30,1287]
entry-body: 1. Vors.: Frau C. Fricke, gr. Allee 24, 2. Vors.: Frau I. v. Pustau, Immenhof 17; stellvertr. Vors.: Frau L. Wichmann, Oberstr. 34; Kassenf.: Frl. Luria. Bureau: ☎ Elbe 7971, alte Rabenstr. 23. E. geöffn. Montag und Mittwoch 4—6, Freit. 10—12 Uhr. [1062,1357,1332,1430]
left-fragment-line: E-M. [4,1893,31,1907]
directory-entry [217,499,477,586]
left-fragment-line: a. D., [4,413,32,427]
entry-title: Theaterverein „Exelsior von 1897" (Verein für Volksbildung Hamburg) e. V. [783,748,1045,777]
entry-body: Neuer Verein (Theater- und Geselligkeitsverein): Aufführung moderner Bühnenwerke und gesellige Unterhaltung. Vors.: C. Stübing, Wilhelminenstrasse 8. Vereinslokal: Hotel Mau, Holstenwall. Näh. Auskunft durch den Vorsitzenden. [783,335,1045,423]
left-fragment-line: nigs- [4,753,29,767]
entry-title: Concordia von 1894, e. V. [1062,729,1214,742]
left-fragment-line: beeker- [4,633,42,647]
left-fragment-line: be- [4,913,20,927]
directory-entry [1062,605,1332,635]
left-fragment-line: Staats- [4,1073,39,1087]
directory-entry [217,1307,477,1422]
left-fragment-line: nmlung [4,213,43,227]
